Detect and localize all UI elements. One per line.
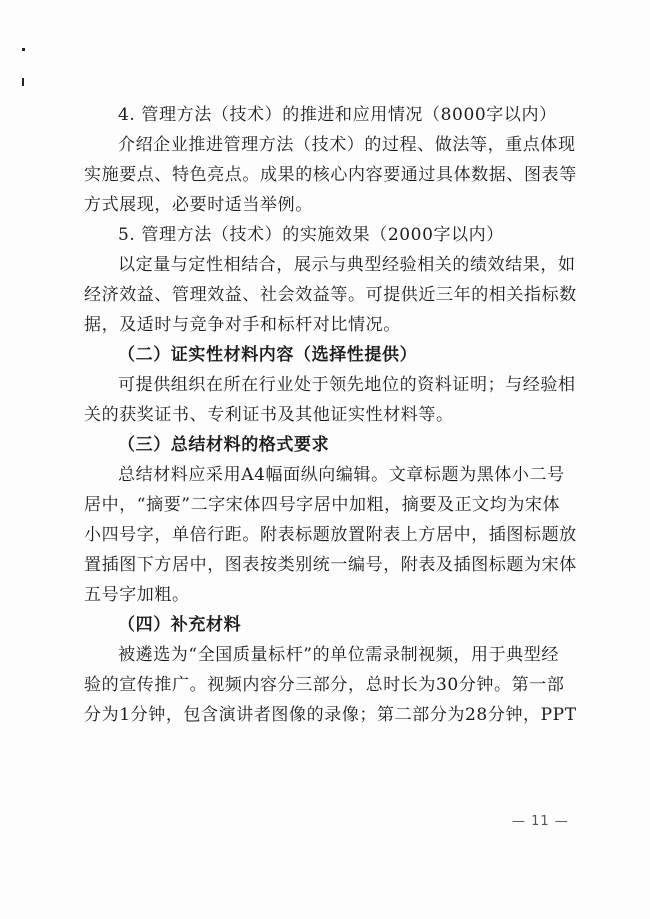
paragraph-line: 置插图下方居中，图表按类别统一编号，附表及插图标题为宋体 [84, 555, 577, 575]
paragraph-line: 可提供组织在所在行业处于领先地位的资料证明；与经验相 [118, 375, 576, 395]
section-heading: （二）证实性材料内容（选择性提供） [118, 345, 418, 365]
document-body [84, 100, 584, 730]
paragraph-line: 介绍企业推进管理方法（技术）的过程、做法等，重点体现 [118, 135, 576, 155]
paragraph-line: 总结材料应采用A4幅面纵向编辑。文章标题为黑体小二号 [118, 465, 565, 485]
page-number: — 11 — [512, 814, 569, 829]
paragraph-line: 分为1分钟，包含演讲者图像的录像；第二部分为28分钟，PPT [84, 705, 577, 725]
subsection-heading: 4. 管理方法（技术）的推进和应用情况（8000字以内） [118, 105, 557, 125]
paragraph-line: 被遴选为“全国质量标杆”的单位需录制视频，用于典型经 [118, 645, 559, 665]
section-heading: （四）补充材料 [118, 615, 242, 635]
paragraph-line: 验的宣传推广。视频内容分三部分，总时长为30分钟。第一部 [84, 675, 565, 695]
paragraph-line: 关的获奖证书、专利证书及其他证实性材料等。 [84, 405, 454, 425]
binding-mark [22, 78, 24, 86]
paragraph-line: 据，及适时与竞争对手和标杆对比情况。 [84, 315, 401, 335]
paragraph-line: 以定量与定性相结合，展示与典型经验相关的绩效结果，如 [118, 255, 576, 275]
paragraph-line: 方式展现，必要时适当举例。 [84, 195, 313, 215]
paragraph-line: 小四号字，单倍行距。附表标题放置附表上方居中，插图标题放 [84, 525, 577, 545]
section-heading: （三）总结材料的格式要求 [118, 435, 330, 455]
subsection-heading: 5. 管理方法（技术）的实施效果（2000字以内） [118, 225, 504, 245]
binding-mark [22, 48, 25, 51]
paragraph-line: 五号字加粗。 [84, 585, 190, 605]
paragraph-line: 居中，“摘要”二字宋体四号字居中加粗，摘要及正文均为宋体 [84, 495, 561, 515]
paragraph-line: 实施要点、特色亮点。成果的核心内容要通过具体数据、图表等 [84, 165, 577, 185]
paragraph-line: 经济效益、管理效益、社会效益等。可提供近三年的相关指标数 [84, 285, 577, 305]
